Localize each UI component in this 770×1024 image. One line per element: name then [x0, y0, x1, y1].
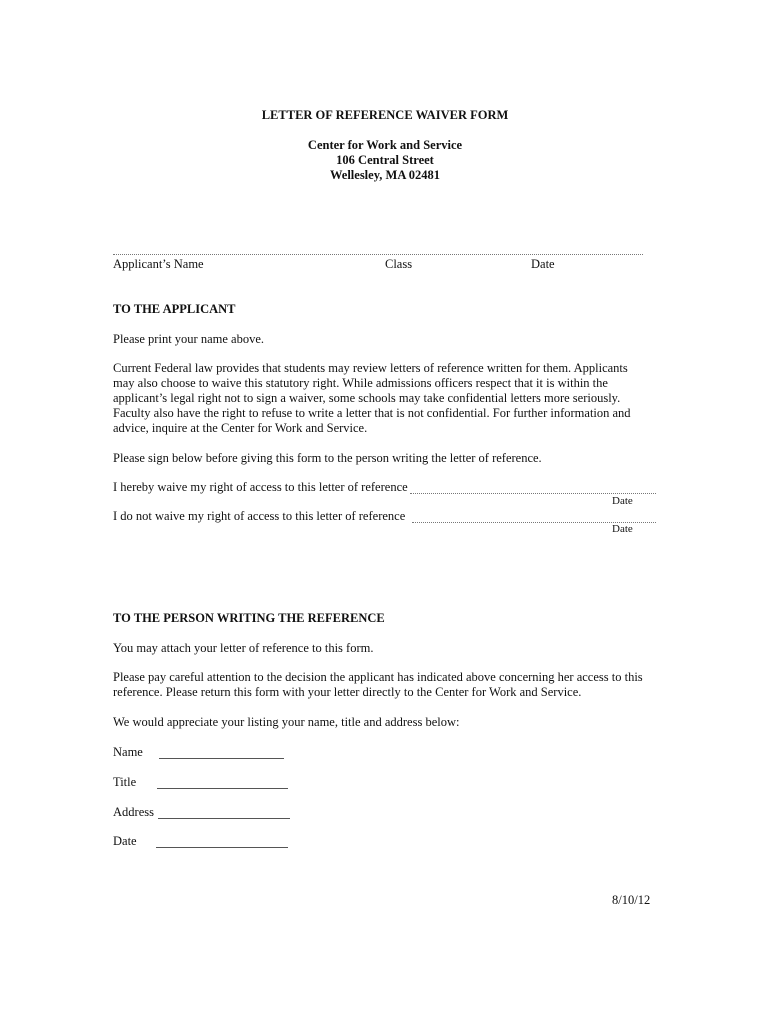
- class-label: Class: [385, 257, 413, 271]
- waive-signature-line[interactable]: [410, 493, 656, 494]
- print-name-instruction: Please print your name above.: [113, 332, 264, 346]
- org-city: Wellesley, MA 02481: [329, 168, 441, 182]
- waive-access-label: I hereby waive my right of access to this letter of reference: [113, 480, 408, 494]
- attention-paragraph: Please pay careful attention to the decision the applicant has indicated above concerning her access to this reference. Please return this form with your letter directly to the Center for Work and Service.: [113, 670, 643, 699]
- waive-date-label: Date: [612, 495, 633, 507]
- referee-date-label: Date: [113, 834, 137, 848]
- not-waive-date-label: Date: [612, 523, 633, 535]
- to-reference-heading: TO THE PERSON WRITING THE REFERENCE: [113, 611, 385, 625]
- form-title: LETTER OF REFERENCE WAIVER FORM: [261, 108, 509, 122]
- referee-title-line[interactable]: [157, 788, 288, 789]
- referee-address-label: Address: [113, 805, 154, 819]
- applicant-name-label: Applicant’s Name: [113, 257, 204, 271]
- org-street: 106 Central Street: [336, 153, 434, 167]
- revision-date: 8/10/12: [612, 893, 651, 907]
- date-label: Date: [531, 257, 555, 271]
- attach-letter-text: You may attach your letter of reference to this form.: [113, 641, 374, 655]
- referee-address-line[interactable]: [158, 818, 290, 819]
- referee-date-line[interactable]: [156, 847, 288, 848]
- sign-instruction: Please sign below before giving this form to the person writing the letter of reference.: [113, 451, 542, 465]
- not-waive-access-label: I do not waive my right of access to this letter of reference: [113, 509, 406, 523]
- to-applicant-heading: TO THE APPLICANT: [113, 302, 236, 316]
- referee-title-label: Title: [113, 775, 137, 789]
- referee-name-label: Name: [113, 745, 143, 759]
- applicant-signature-line[interactable]: [113, 254, 643, 255]
- listing-request-text: We would appreciate your listing your name, title and address below:: [113, 715, 460, 729]
- referee-name-line[interactable]: [159, 758, 284, 759]
- federal-law-paragraph: Current Federal law provides that students may review letters of reference written for them. Applicants may also choose to waive this statutory right. While admissions officers respect that it is within the applicant’s legal right not to sign a waiver, some schools may take confidential letters more seriously. Faculty also have the right to refuse to write a letter that is not confidential. For further information and advice, inquire at the Center for Work and Service.: [113, 361, 631, 435]
- org-name: Center for Work and Service: [307, 138, 463, 152]
